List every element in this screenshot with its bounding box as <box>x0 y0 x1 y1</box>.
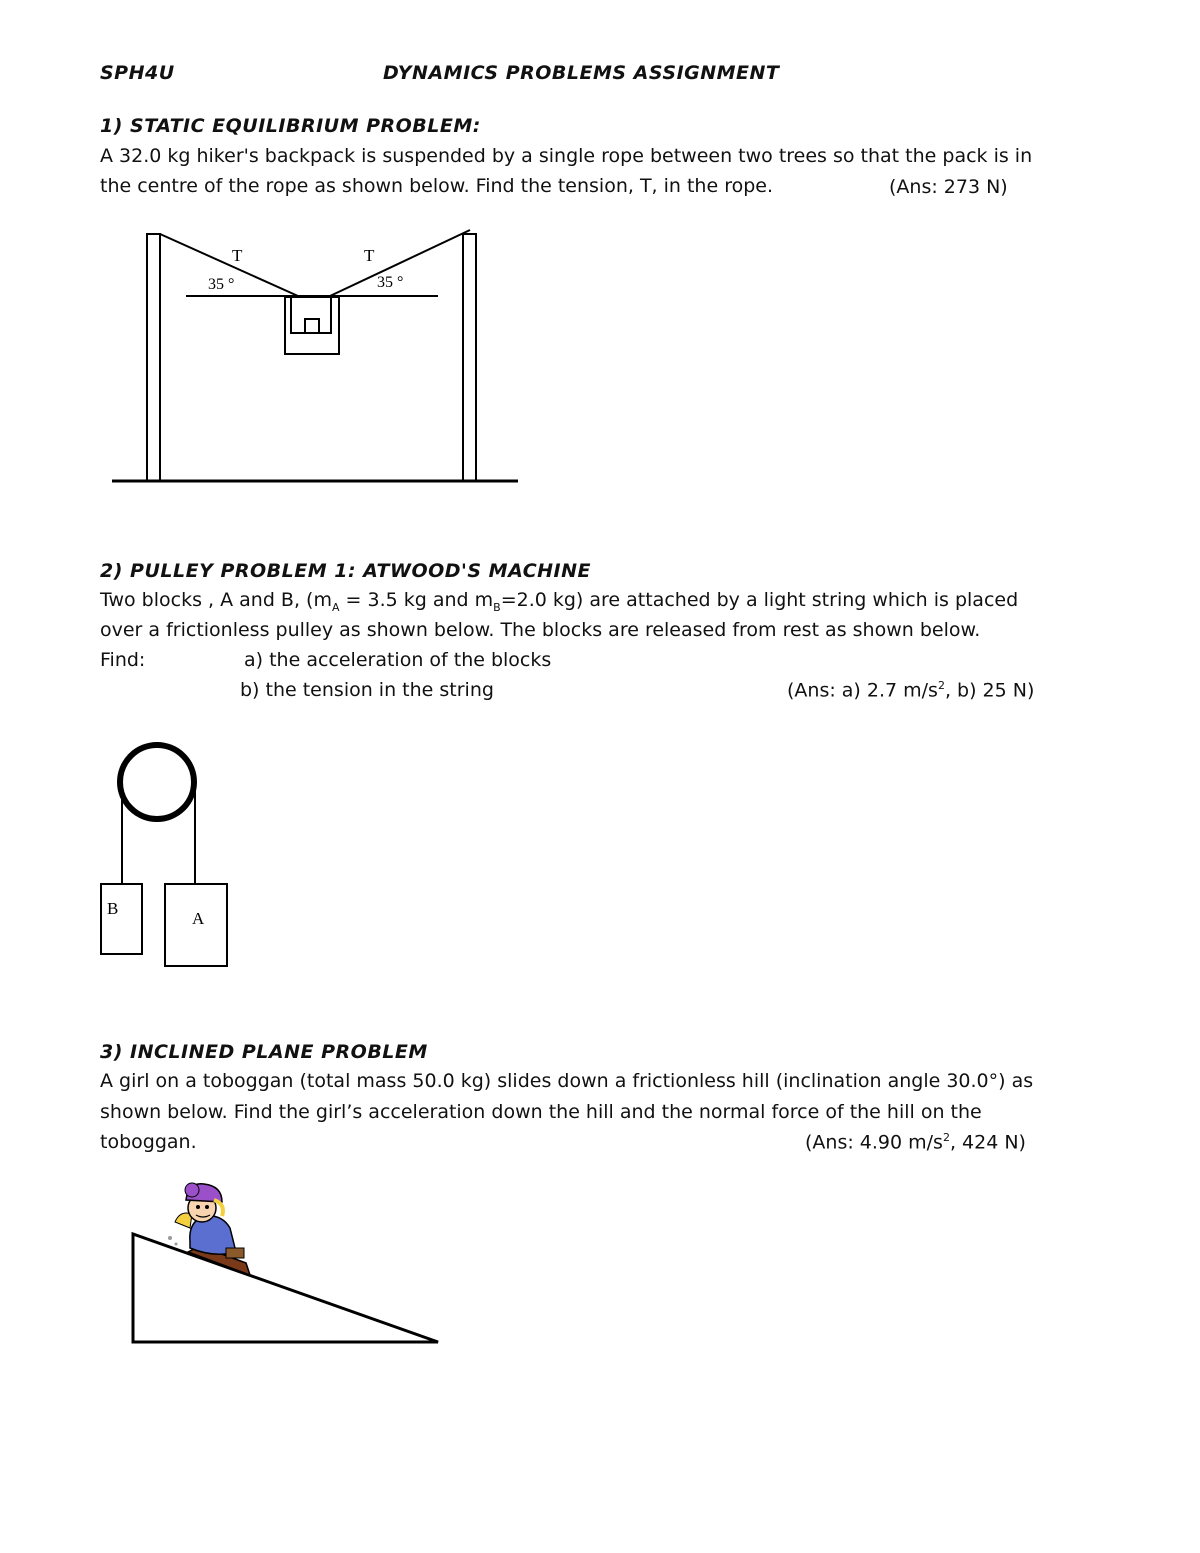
problem3-answer-pre: (Ans: 4.90 m/s <box>805 1131 943 1154</box>
left-tree <box>147 234 160 481</box>
backpack-flap <box>291 297 331 333</box>
equilibrium-diagram <box>112 230 518 481</box>
problem3-text-line1: A girl on a toboggan (total mass 50.0 kg) slides down a frictionless hill (inclination angle 30.0°) as <box>100 1070 1034 1092</box>
problem2-line1-mid: = 3.5 kg and m <box>339 589 494 611</box>
page-title: DYNAMICS PROBLEMS ASSIGNMENT <box>383 62 780 84</box>
problem2-find-label: Find: <box>100 649 146 671</box>
mass-a-subscript: A <box>331 600 340 614</box>
angle-label-left: 35 ° <box>208 276 235 293</box>
problem2-answer <box>787 679 1034 701</box>
problem3-answer <box>805 1131 1026 1153</box>
problem2-answer-exponent: 2 <box>937 679 945 692</box>
problem3-text-line2: shown below. Find the girl’s acceleration down the hill and the normal force of the hill on the <box>100 1101 982 1123</box>
problem1-heading: 1) STATIC EQUILIBRIUM PROBLEM: <box>100 115 481 137</box>
problem2-text-line2: over a frictionless pulley as shown below. The blocks are released from rest as shown below. <box>100 619 981 641</box>
problem1-answer: (Ans: 273 N) <box>889 176 1008 198</box>
problem3-answer-post: , 424 N) <box>949 1131 1026 1154</box>
incline-diagram <box>133 1183 438 1342</box>
tension-label-left: T <box>232 246 243 265</box>
problem1-text-line2: the centre of the rope as shown below. Find the tension, T, in the rope. <box>100 175 774 197</box>
problem3-heading: 3) INCLINED PLANE PROBLEM <box>100 1041 428 1063</box>
problem2-part-b: b) the tension in the string <box>240 679 494 701</box>
problem2-part-a: a) the acceleration of the blocks <box>244 649 552 671</box>
pulley-wheel <box>120 745 194 819</box>
tension-label-right: T <box>364 246 375 265</box>
backpack-buckle <box>305 319 319 333</box>
angle-label-right: 35 ° <box>377 274 404 291</box>
problem2-line1-pre: Two blocks , A and B, (m <box>100 589 332 611</box>
block-a-label: A <box>192 909 205 928</box>
course-code: SPH4U <box>100 62 175 84</box>
incline-plane <box>133 1234 438 1342</box>
problem2-answer-pre: (Ans: a) 2.7 m/s <box>787 679 938 702</box>
right-tree <box>463 234 476 481</box>
problem3-text-line3: toboggan. <box>100 1131 197 1153</box>
problem2-heading: 2) PULLEY PROBLEM 1: ATWOOD'S MACHINE <box>100 560 591 582</box>
mass-b-subscript: B <box>493 600 501 614</box>
atwood-diagram <box>101 745 227 966</box>
block-b-label: B <box>107 899 119 918</box>
problem3-answer-exponent: 2 <box>942 1131 950 1144</box>
block-b <box>101 884 142 954</box>
problem2-line1-post: =2.0 kg) are attached by a light string which is placed <box>500 589 1019 611</box>
problem2-answer-post: , b) 25 N) <box>944 679 1035 702</box>
problem1-text-line1: A 32.0 kg hiker's backpack is suspended by a single rope between two trees so that the pack is in <box>100 145 1033 167</box>
